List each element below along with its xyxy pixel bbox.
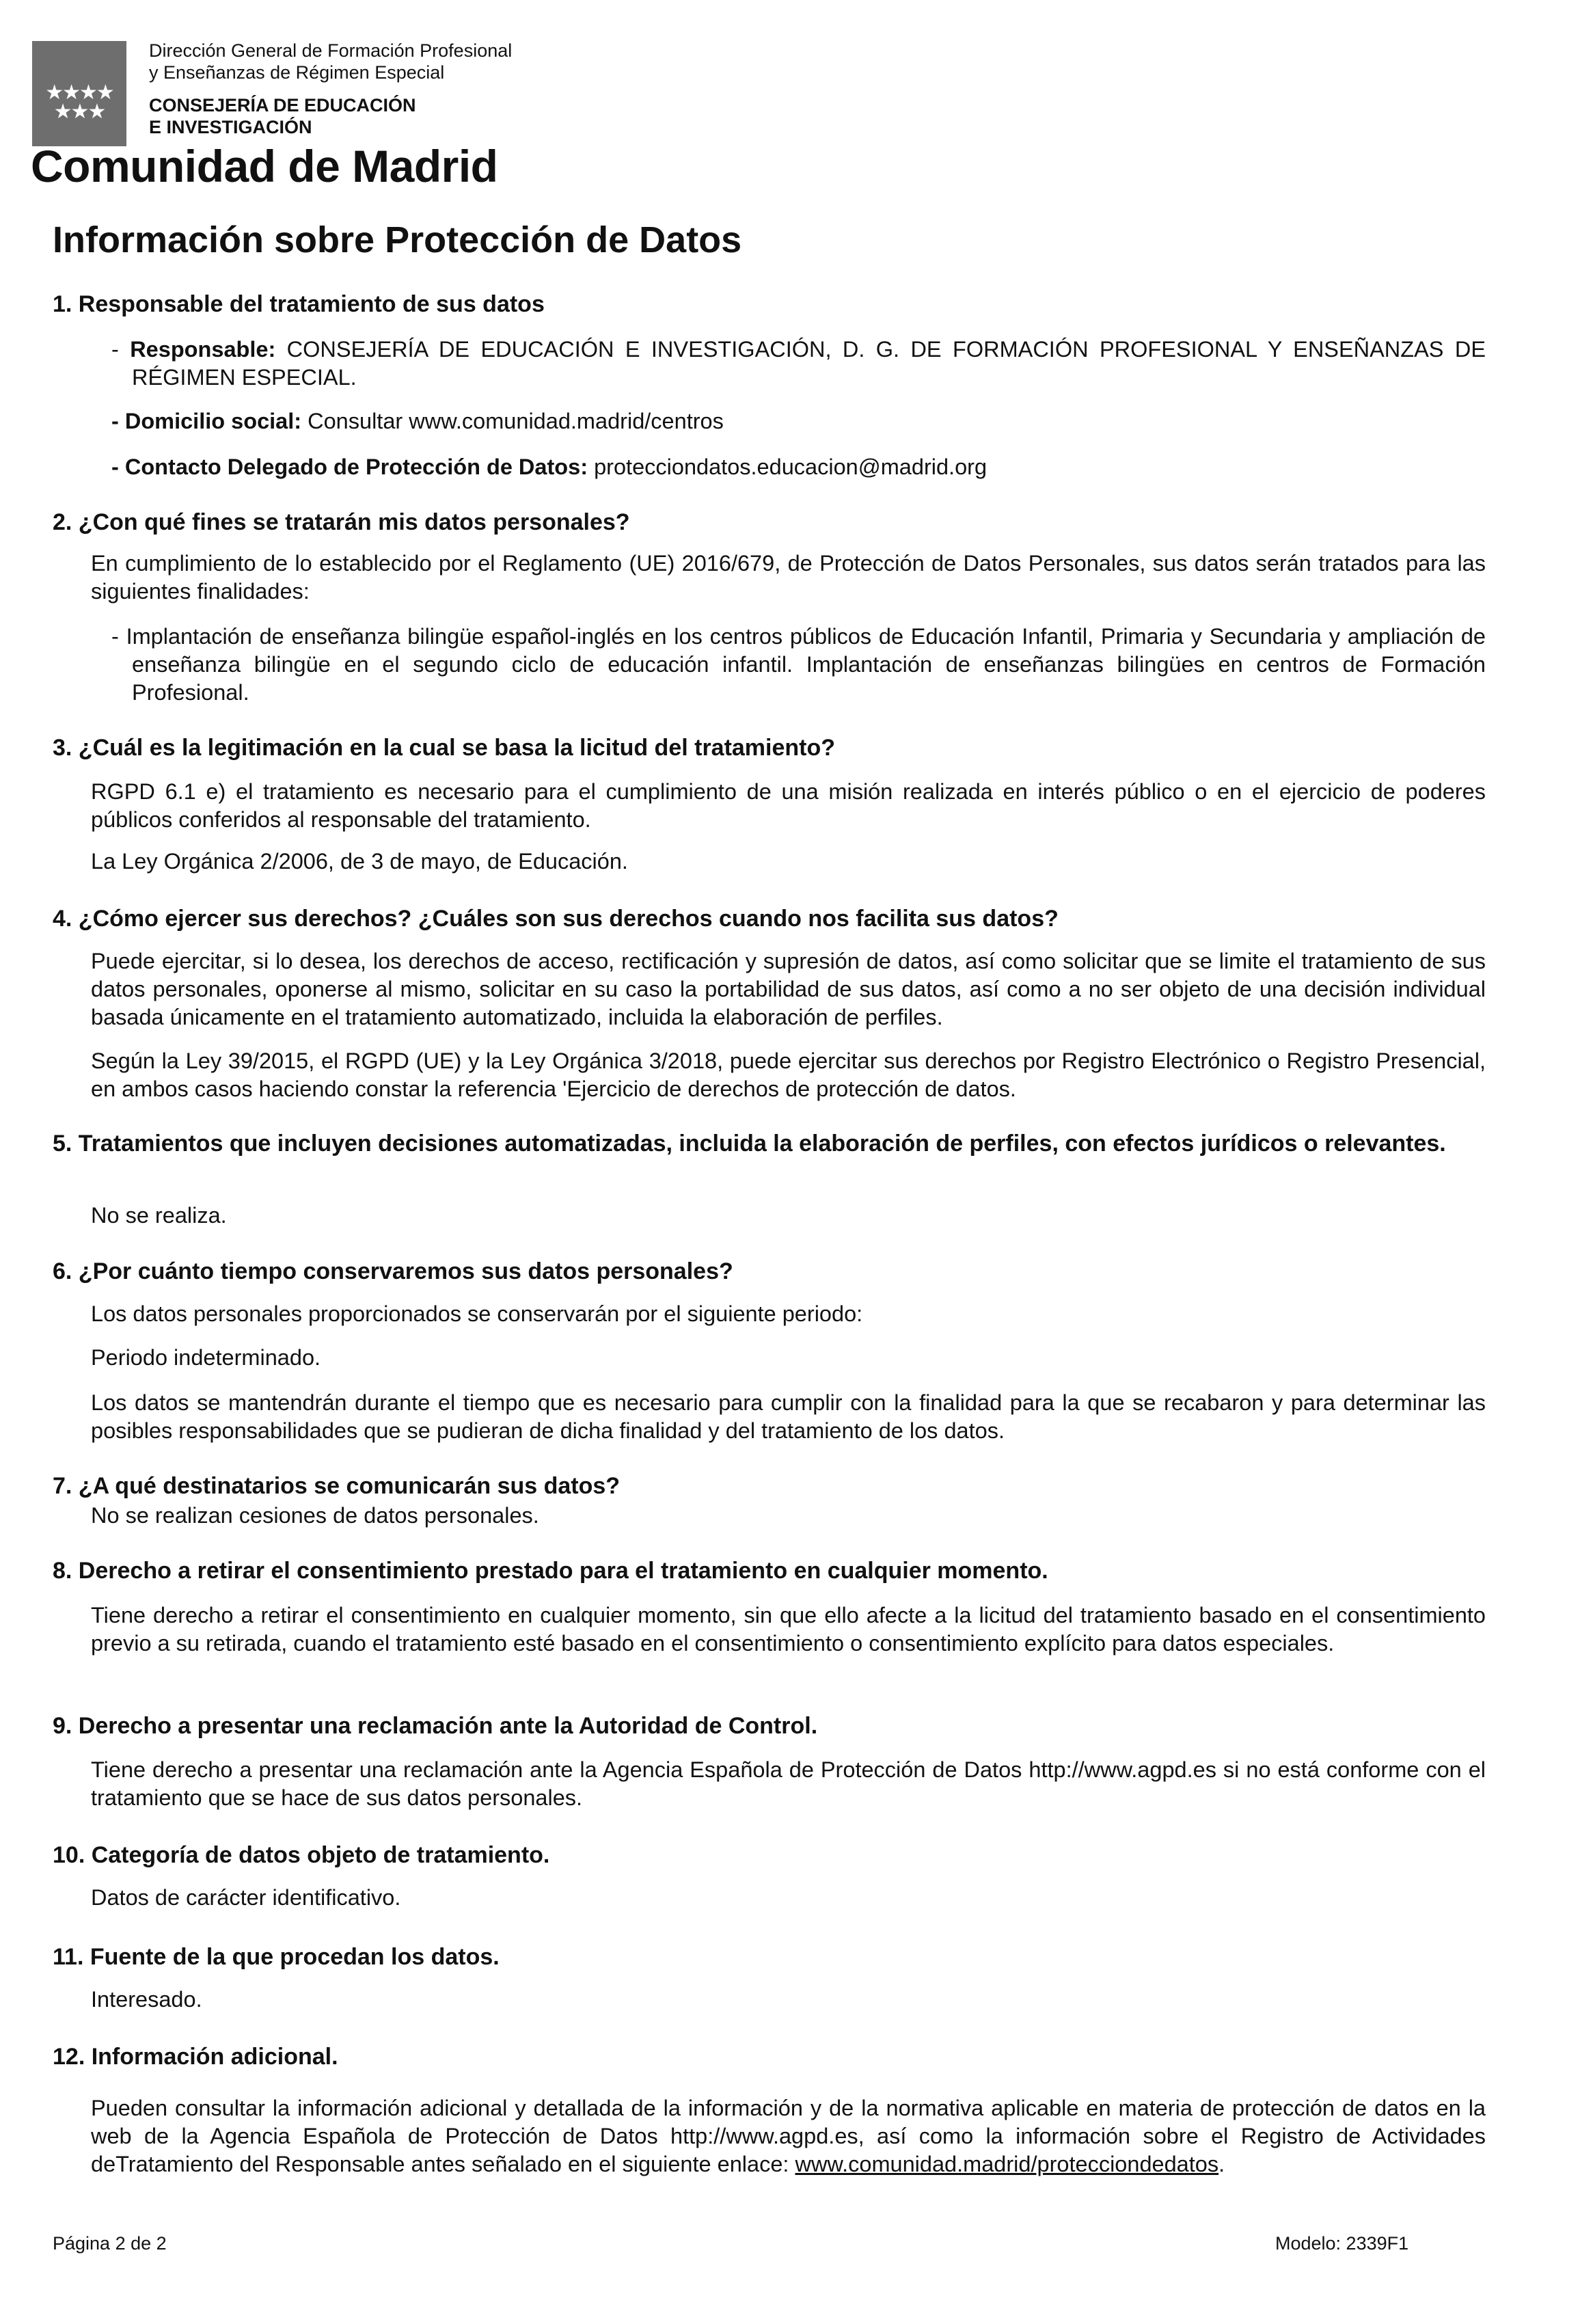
contacto-item xyxy=(111,453,1486,481)
section-2-bullet-text: Implantación de enseñanza bilingüe español-inglés en los centros públicos de Educación Infantil, Primaria y Secundaria y ampliación de enseñanza bilingüe en el segundo ciclo de educación infantil. Implantación de enseñanzas bilingües en centros de Formación Profesional. xyxy=(126,624,1486,705)
section-5-heading: 5. Tratamientos que incluyen decisiones automatizadas, incluida la elaboración de perfiles, con efectos jurídicos o relevantes. xyxy=(53,1131,1446,1157)
section-5-paragraph: No se realiza. xyxy=(91,1203,227,1228)
section-1-heading: 1. Responsable del tratamiento de sus datos xyxy=(53,291,545,317)
responsable-item: - Responsable: CONSEJERÍA DE EDUCACIÓN E INVESTIGACIÓN, D. G. DE FORMACIÓN PROFESIONAL Y ENSEÑANZAS DE RÉGIMEN ESPECIAL. xyxy=(111,337,1486,390)
section-2-heading: 2. ¿Con qué fines se tratarán mis datos personales? xyxy=(53,509,630,535)
page-number: Página 2 de 2 xyxy=(53,2233,167,2254)
contacto-value: protecciondatos.educacion@madrid.org xyxy=(588,455,988,479)
page-title: Información sobre Protección de Datos xyxy=(53,219,742,260)
model-number: Modelo: 2339F1 xyxy=(1275,2233,1409,2254)
section-9-paragraph: Tiene derecho a presentar una reclamación ante la Agencia Española de Protección de Datos http://www.agpd.es si no está conforme con el tratamiento que se hace de sus datos personales. xyxy=(91,1757,1486,1810)
header-ministry-line2: E INVESTIGACIÓN xyxy=(149,117,312,137)
contacto-label: - Contacto Delegado de Protección de Datos: xyxy=(111,455,588,479)
proteccion-datos-link[interactable]: www.comunidad.madrid/protecciondedatos xyxy=(795,2152,1219,2176)
section-11-paragraph: Interesado. xyxy=(91,1987,202,2012)
section-7-paragraph: No se realizan cesiones de datos personales. xyxy=(91,1503,539,1528)
section-2-paragraph: En cumplimiento de lo establecido por el Reglamento (UE) 2016/679, de Protección de Datos Personales, sus datos serán tratados para las siguientes finalidades: xyxy=(91,551,1486,604)
section-12-paragraph xyxy=(91,2094,1486,2178)
section-12-heading: 12. Información adicional. xyxy=(53,2044,338,2070)
section-7-heading: 7. ¿A qué destinatarios se comunicarán sus datos? xyxy=(53,1473,621,1499)
section-4-paragraph-1: Puede ejercitar, si lo desea, los derechos de acceso, rectificación y supresión de datos, así como solicitar que se limite el tratamiento de sus datos personales, oponerse al mismo, solicitar en su caso la portabilidad de sus datos, así como a no ser objeto de una decisión individual basada únicamente en el tratamiento automatizado, incluida la elaboración de perfiles. xyxy=(91,949,1486,1029)
section-6-paragraph-3: Los datos se mantendrán durante el tiempo que es necesario para cumplir con la finalidad para la que se recabaron y para determinar las posibles responsabilidades que se pudieran de dicha finalidad y del tratamiento de los datos. xyxy=(91,1390,1486,1443)
section-2-bullet: - Implantación de enseñanza bilingüe español-inglés en los centros públicos de Educación Infantil, Primaria y Secundaria y ampliación de enseñanza bilingüe en el segundo ciclo de educación infantil. Implantación de enseñanzas bilingües en centros de Formación Profesional. xyxy=(111,624,1486,705)
domicilio-label: - Domicilio social: xyxy=(111,409,302,433)
section-4-heading: 4. ¿Cómo ejercer sus derechos? ¿Cuáles son sus derechos cuando nos facilita sus datos? xyxy=(53,906,1059,932)
section-10-heading: 10. Categoría de datos objeto de tratamiento. xyxy=(53,1842,550,1868)
responsable-value: CONSEJERÍA DE EDUCACIÓN E INVESTIGACIÓN, D. G. DE FORMACIÓN PROFESIONAL Y ENSEÑANZAS DE RÉGIMEN ESPECIAL. xyxy=(132,337,1486,390)
stars-icon: ★★★★ ★★★ xyxy=(45,81,113,123)
section-3-paragraph-2: La Ley Orgánica 2/2006, de 3 de mayo, de Educación. xyxy=(91,849,628,874)
section-3-heading: 3. ¿Cuál es la legitimación en la cual se basa la licitud del tratamiento? xyxy=(53,735,836,761)
responsable-label: Responsable: xyxy=(130,337,276,362)
section-8-paragraph: Tiene derecho a retirar el consentimiento en cualquier momento, sin que ello afecte a la licitud del tratamiento basado en el consentimiento previo a su retirada, cuando el tratamiento esté basado en el consentimiento o consentimiento explícito para datos especiales. xyxy=(91,1603,1486,1656)
section-6-paragraph-2: Periodo indeterminado. xyxy=(91,1345,321,1370)
section-12-text: Pueden consultar la información adicional y detallada de la información y de la normativa aplicable en materia de protección de datos en la web de la Agencia Española de Protección de Datos http://www.agpd.es, así como la información sobre el Registro de Actividades deTratamiento del Responsable antes señalado en el siguiente enlace: xyxy=(91,2096,1486,2176)
section-10-paragraph: Datos de carácter identificativo. xyxy=(91,1885,401,1910)
domicilio-value: Consultar www.comunidad.madrid/centros xyxy=(301,409,724,433)
header-ministry-line1: CONSEJERÍA DE EDUCACIÓN xyxy=(149,95,416,116)
section-6-heading: 6. ¿Por cuánto tiempo conservaremos sus datos personales? xyxy=(53,1258,733,1284)
section-12-end: . xyxy=(1218,2152,1225,2176)
section-6-paragraph-1: Los datos personales proporcionados se conservarán por el siguiente periodo: xyxy=(91,1301,863,1326)
comunidad-madrid-logo xyxy=(32,41,126,146)
header-directorate-line1: Dirección General de Formación Profesional xyxy=(149,40,513,61)
header-directorate-line2: y Enseñanzas de Régimen Especial xyxy=(149,62,445,83)
section-4-paragraph-2: Según la Ley 39/2015, el RGPD (UE) y la Ley Orgánica 3/2018, puede ejercitar sus derechos por Registro Electrónico o Registro Presencial, en ambos casos haciendo constar la referencia 'Ejercicio de derechos de protección de datos. xyxy=(91,1049,1486,1101)
domicilio-item xyxy=(111,407,1486,435)
section-3-paragraph-1: RGPD 6.1 e) el tratamiento es necesario para el cumplimiento de una misión realizada en interés público o en el ejercicio de poderes públicos conferidos al responsable del tratamiento. xyxy=(91,779,1486,832)
section-9-heading: 9. Derecho a presentar una reclamación ante la Autoridad de Control. xyxy=(53,1713,818,1739)
section-11-heading: 11. Fuente de la que procedan los datos. xyxy=(53,1944,500,1970)
section-8-heading: 8. Derecho a retirar el consentimiento prestado para el tratamiento en cualquier momento. xyxy=(53,1558,1048,1584)
brand-name: Comunidad de Madrid xyxy=(31,141,498,191)
